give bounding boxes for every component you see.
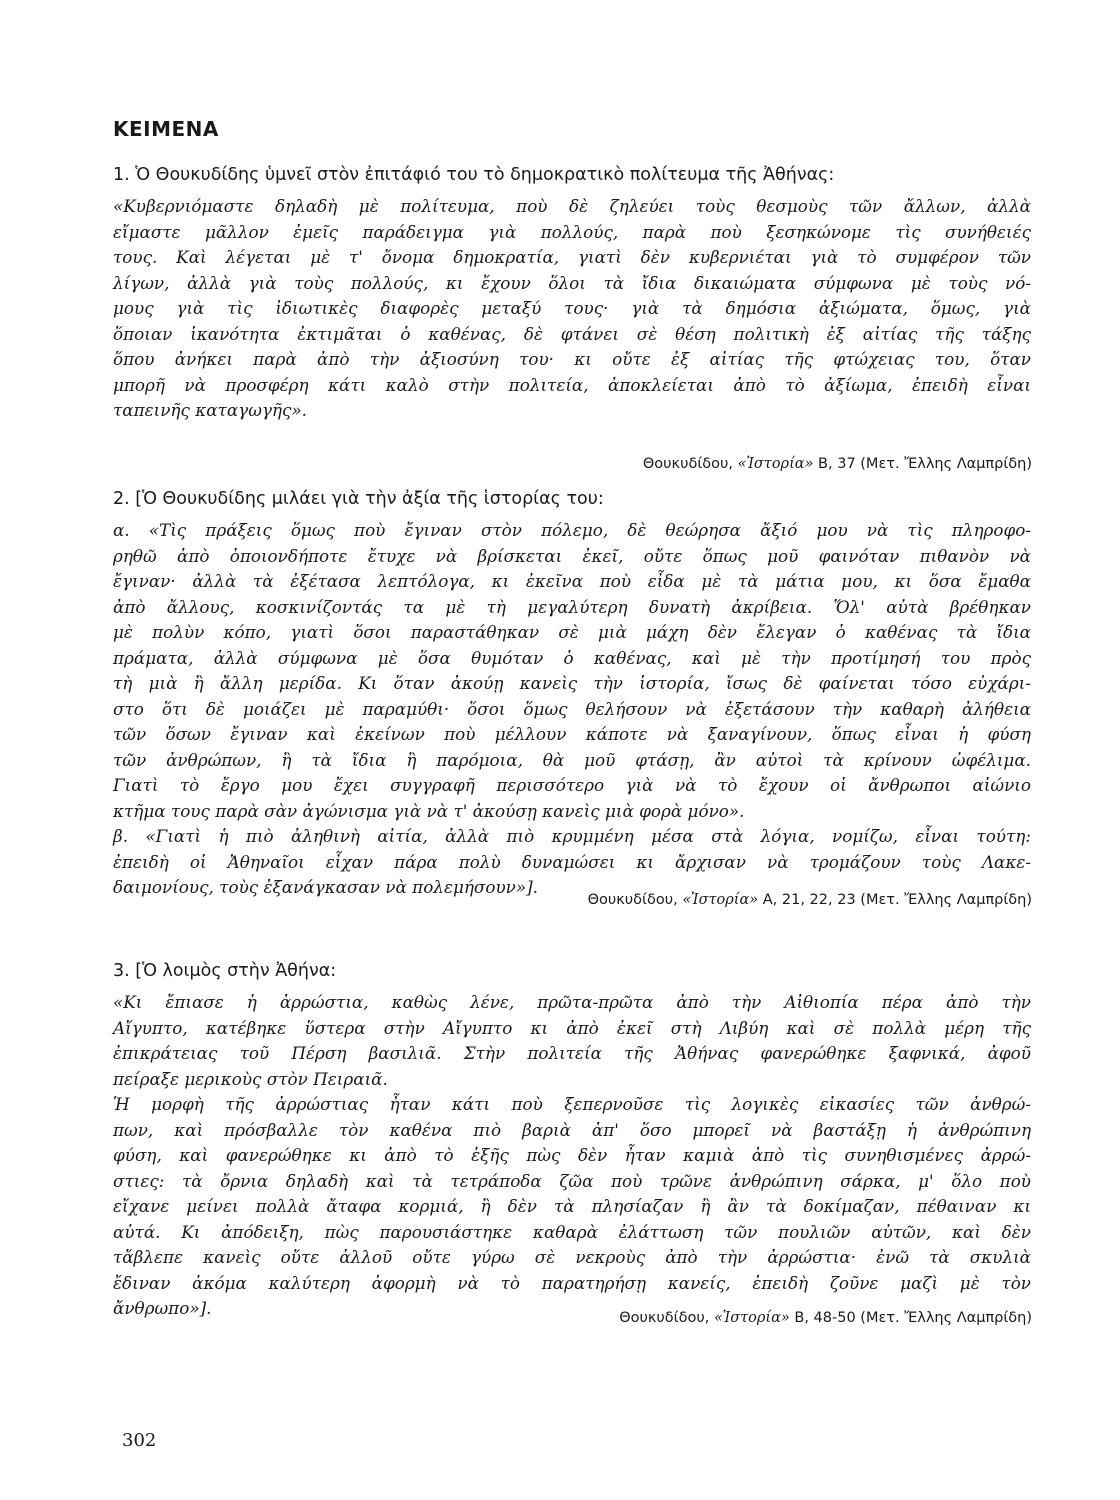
quote-line: τῶν ἀνθρώπων, ἢ τὰ ἴδια ἢ παρόμοια, θὰ μοῦ φτάσῃ, ἂν αὐτοὶ τὰ κρίνουν ὠφέλιμα. <box>113 749 1031 770</box>
quote-line: δαιμονίους, τοὺς ἐξανάγκασαν νὰ πολεμήσουν»]. <box>113 877 539 897</box>
quote-line: ἐπικράτειας τοῦ Πέρση βασιλιᾶ. Στὴν πολιτεία τῆς Ἀθήνας φανερώθηκε ξαφνικά, ἀφοῦ <box>113 1043 1031 1063</box>
quote-line: εἴχανε μείνει πολλὰ ἄταφα κορμιά, ἢ δὲν τὰ πλησίαζαν ἢ ἂν τὰ δοκίμαζαν, πέθαιναν κι <box>113 1196 1031 1216</box>
quote-line: β. «Γιατὶ ἡ πιὸ ἀληθινὴ αἰτία, ἀλλὰ πιὸ κρυμμένη μέσα στὰ λόγια, νομίζω, εἶναι τούτη: <box>113 826 1031 846</box>
quote-line: στο ὅτι δὲ μοιάζει μὲ παραμύθι· ὅσοι ὅμως θελήσουν νὰ ἐξετάσουν τὴν καθαρὴ ἀλήθεια <box>113 698 1031 719</box>
quote-line: τὴ μιὰ ἢ ἄλλη μερίδα. Κι ὅταν ἀκούῃ κανεὶς τὴν ἱστορία, ἴσως δὲ φαίνεται τόσο εὐχάρι- <box>113 673 1031 693</box>
source-title: «Ἱστορία» <box>737 456 814 472</box>
quote-line: εἴμαστε μᾶλλον ἐμεῖς παράδειγμα γιὰ πολλούς, παρὰ ποὺ ξεσηκώνομε τὶς συνήθειές <box>113 221 1031 242</box>
section3-source <box>619 1310 1032 1326</box>
section1-source <box>643 456 1032 472</box>
quote-line: ταπεινῆς καταγωγῆς». <box>113 400 307 420</box>
source-reference: Α, 21, 22, 23 (Μετ. Ἔλλης Λαμπρίδη) <box>762 892 1032 908</box>
quote-line: ὅποιαν ἱκανότητα ἐκτιμᾶται ὁ καθένας, δὲ φτάνει σὲ θέση πολιτικὴ ἐξ αἰτίας τῆς τάξης <box>113 323 1031 344</box>
quote-line: α. «Τὶς πράξεις ὅμως ποὺ ἔγιναν στὸν πόλεμο, δὲ θεώρησα ἄξιό μου νὰ τὶς πληροφο- <box>113 520 1031 540</box>
quote-line: τῶν ὅσων ἔγιναν καὶ ἐκείνων ποὺ μέλλουν κάποτε νὰ ξαναγίνουν, ὅπως εἶναι ἡ φύση <box>113 724 1031 744</box>
quote-line: κτῆμα τους παρὰ σὰν ἀγώνισμα γιὰ νὰ τ' ἀκούσῃ κανεὶς μιὰ φορὰ μόνο». <box>113 800 745 821</box>
quote-line: στιες: τὰ ὄρνια δηλαδὴ καὶ τὰ τετράποδα ζῶα ποὺ τρῶνε ἀνθρώπινη σάρκα, μ' ὅλο ποὺ <box>113 1170 1031 1191</box>
quote-line: Αἴγυπτο, κατέβηκε ὕστερα στὴν Αἴγυπτο κι ἀπὸ ἐκεῖ στὴ Λιβύη καὶ σὲ πολλὰ μέρη τῆς <box>113 1017 1031 1038</box>
source-reference: Β, 48-50 (Μετ. Ἔλλης Λαμπρίδη) <box>794 1310 1032 1326</box>
quote-line: τους. Καὶ λέγεται μὲ τ' ὄνομα δημοκρατία, γιατὶ δὲν κυβερνιέται γιὰ τὸ συμφέρον τῶν <box>113 247 1031 267</box>
quote-line: τἄβλεπε κανεὶς οὔτε ἀλλοῦ οὔτε γύρω σὲ νεκροὺς ἀπὸ τὴν ἀρρώστια· ἐνῶ τὰ σκυλιὰ <box>113 1247 1031 1267</box>
quote-line: φύση, καὶ φανερώθηκε κι ἀπὸ τὸ ἑξῆς πὼς δὲν ἦταν καμιὰ ἀπὸ τὶς συνηθισμένες ἀρρώ- <box>113 1145 1031 1165</box>
quote-line: μους γιὰ τὶς ἰδιωτικὲς διαφορὲς μεταξύ τους· γιὰ τὰ δημόσια ἀξιώματα, ὅμως, γιὰ <box>113 298 1031 318</box>
quote-line: ρηθῶ ἀπὸ ὁποιονδήποτε ἔτυχε νὰ βρίσκεται ἐκεῖ, οὔτε ὅπως μοῦ φαινόταν πιθανὸν νὰ <box>113 545 1031 566</box>
source-reference: Β, 37 (Μετ. Ἔλλης Λαμπρίδη) <box>818 456 1032 472</box>
quote-line: ἔδιναν ἀκόμα καλύτερη ἀφορμὴ νὰ τὸ παρατηρήσῃ κανείς, ἐπειδὴ ζοῦνε μαζὶ μὲ τὸν <box>113 1272 1031 1293</box>
section2-quote <box>113 518 1031 901</box>
quote-line: πράματα, ἀλλὰ σύμφωνα μὲ ὅσα θυμόταν ὁ καθένας, καὶ μὲ τὴν προτίμησή του πρὸς <box>113 647 1031 668</box>
page-heading: KEIMENA <box>113 117 219 141</box>
quote-line: «Κι ἔπιασε ἡ ἀρρώστια, καθὼς λένε, πρῶτα-πρῶτα ἀπὸ τὴν Αἰθιοπία πέρα ἀπὸ τὴν <box>113 992 1031 1012</box>
quote-line: Ἡ μορφὴ τῆς ἀρρώστιας ἦταν κάτι ποὺ ξεπερνοῦσε τὶς λογικὲς εἰκασίες τῶν ἀνθρώ- <box>113 1094 1031 1114</box>
quote-line: ὅπου ἀνήκει παρὰ ἀπὸ τὴν ἀξιοσύνη του· κι οὔτε ἐξ αἰτίας τῆς φτώχειας του, ὅταν <box>113 349 1031 369</box>
source-title: «Ἱστορία» <box>713 1310 790 1326</box>
source-title: «Ἱστορία» <box>682 892 759 908</box>
quote-line: Γιατὶ τὸ ἔργο μου ἔχει συγγραφῆ περισσότερο γιὰ νὰ τὸ ἔχουν οἱ ἄνθρωποι αἰώνιο <box>113 775 1031 795</box>
quote-line: «Κυβερνιόμαστε δηλαδὴ μὲ πολίτευμα, ποὺ δὲ ζηλεύει τοὺς θεσμοὺς τῶν ἄλλων, ἀλλὰ <box>113 196 1031 216</box>
quote-line: ἐπειδὴ οἱ Ἀθηναῖοι εἶχαν πάρα πολὺ δυναμώσει κι ἄρχισαν νὰ τρομάζουν τοὺς Λακε- <box>113 851 1031 872</box>
source-author: Θουκυδίδου, <box>642 456 733 472</box>
source-author: Θουκυδίδου, <box>587 892 678 908</box>
section3-intro: 3. [Ὁ λοιμὸς στὴν Ἀθήνα: <box>113 961 337 981</box>
quote-line: αὐτά. Κι ἀπόδειξη, πὼς παρουσιάστηκε καθαρὰ ἐλάττωση τῶν πουλιῶν αὐτῶν, καὶ δὲν <box>113 1221 1031 1242</box>
quote-line: ἄνθρωπο»]. <box>113 1298 212 1318</box>
section2-source <box>588 892 1032 908</box>
section2-intro: 2. [Ὁ Θουκυδίδης μιλάει γιὰ τὴν ἀξία τῆς ἱστορίας του: <box>113 489 604 509</box>
quote-line: μὲ πολὺν κόπο, γιατὶ ὅσοι παραστάθηκαν σὲ μιὰ μάχη δὲν ἔλεγαν ὁ καθένας τὰ ἴδια <box>113 622 1031 642</box>
page-number: 302 <box>122 1430 157 1451</box>
quote-line: πων, καὶ πρόσβαλλε τὸν καθένα πιὸ βαριὰ ἀπ' ὅσο μπορεῖ νὰ βαστάξῃ ἡ ἀνθρώπινη <box>113 1119 1031 1140</box>
section3-quote <box>113 990 1031 1322</box>
quote-line: λίγων, ἀλλὰ γιὰ τοὺς πολλούς, κι ἔχουν ὅλοι τὰ ἴδια δικαιώματα σύμφωνα μὲ τοὺς νό- <box>113 272 1031 293</box>
quote-line: ἀπὸ ἄλλους, κοσκινίζοντάς τα μὲ τὴ μεγαλύτερη δυνατὴ ἀκρίβεια. Ὅλ' αὐτὰ βρέθηκαν <box>113 596 1031 617</box>
quote-line: πείραξε μερικοὺς στὸν Πειραιᾶ. <box>113 1068 388 1089</box>
section1-intro: 1. Ὁ Θουκυδίδης ὑμνεῖ στὸν ἐπιτάφιό του τὸ δημοκρατικὸ πολίτευμα τῆς Ἀθήνας: <box>113 165 835 185</box>
quote-line: μπορῆ νὰ προσφέρη κάτι καλὸ στὴν πολιτεία, ἀποκλείεται ἀπὸ τὸ ἀξίωμα, ἐπειδὴ εἶναι <box>113 374 1031 395</box>
section1-quote <box>113 194 1031 424</box>
source-author: Θουκυδίδου, <box>619 1310 710 1326</box>
quote-line: ἔγιναν· ἀλλὰ τὰ ἐξέτασα λεπτόλογα, κι ἐκεῖνα ποὺ εἶδα μὲ τὰ μάτια μου, κι ὅσα ἔμαθα <box>113 571 1031 591</box>
